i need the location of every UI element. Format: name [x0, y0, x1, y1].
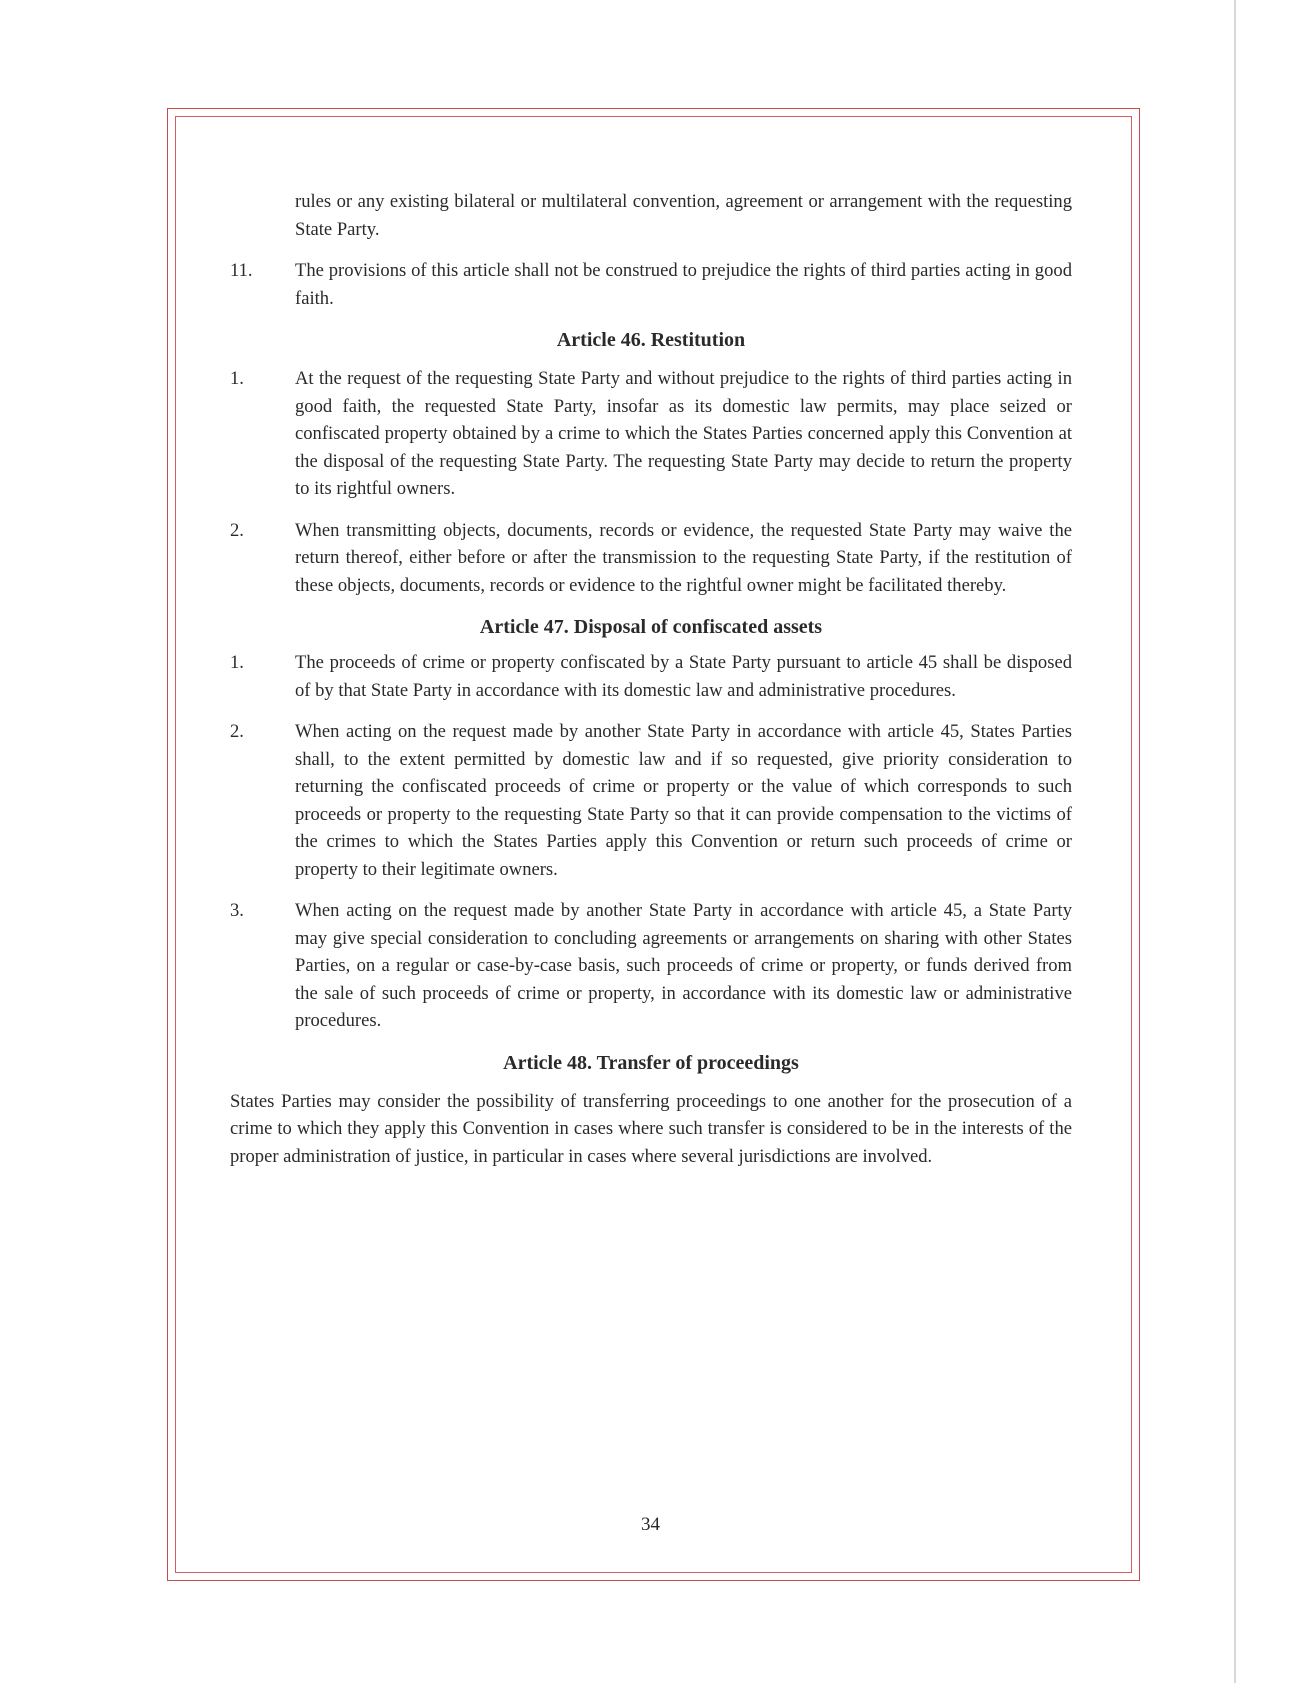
- article-47-item-1: [230, 649, 1072, 704]
- item-number: 3.: [230, 900, 244, 921]
- item-text: The provisions of this article shall not be construed to prejudice the rights of third parties acting in good faith.: [295, 260, 1072, 309]
- item-text: When transmitting objects, documents, records or evidence, the requested State Party may waive the return thereof, either before or after the transmission to the requesting State Party, if the restitution of these objects, documents, records or evidence to the rightful owner might be facilitated thereby.: [295, 519, 1072, 596]
- article-46-item-2: [230, 517, 1072, 600]
- article-47-heading: Article 47. Disposal of confiscated assets: [479, 616, 823, 638]
- article-47-item-3: [230, 897, 1072, 1035]
- item-number: 1.: [230, 652, 244, 673]
- document-body: [230, 188, 1072, 1170]
- continuation-paragraph: rules or any existing bilateral or multilateral convention, agreement or arrangement with the requesting State Party.: [295, 191, 1072, 240]
- article-47-item-2: [230, 718, 1072, 883]
- article-46-heading: Article 46. Restitution: [556, 329, 746, 351]
- item-text: When acting on the request made by another State Party in accordance with article 45, States Parties shall, to the extent permitted by domestic law and if so requested, give priority consideration to returning the confiscated proceeds of crime or property or the value of which corresponds to such proceeds or property to the requesting State Party so that it can provide compensation to the victims of the crimes to which the States Parties apply this Convention or return such proceeds of crime or property to their legitimate owners.: [295, 721, 1072, 880]
- item-text: At the request of the requesting State Party and without prejudice to the rights of third parties acting in good faith, the requested State Party, insofar as its domestic law permits, may place seized or confiscated property obtained by a crime to which the States Parties concerned apply this Convention at the disposal of the requesting State Party. The requesting State Party may decide to return the property to its rightful owners.: [295, 368, 1072, 499]
- item-text: The proceeds of crime or property confiscated by a State Party pursuant to article 45 shall be disposed of by that State Party in accordance with its domestic law and administrative procedures.: [295, 652, 1072, 701]
- item-number: 11.: [230, 260, 253, 281]
- item-number: 2.: [230, 721, 244, 742]
- article-45-item-11: [230, 257, 1072, 312]
- page-number: 34: [641, 1514, 660, 1535]
- item-number: 2.: [230, 519, 244, 541]
- article-46-item-1: [230, 365, 1072, 503]
- item-text: When acting on the request made by another State Party in accordance with article 45, a State Party may give special consideration to concluding agreements or arrangements on sharing with other States Parties, on a regular or case-by-case basis, such proceeds of crime or property, or funds derived from the sale of such proceeds of crime or property, in accordance with its domestic law or administrative procedures.: [295, 900, 1072, 1031]
- article-48-heading: Article 48. Transfer of proceedings: [503, 1051, 799, 1074]
- scan-edge-line: [1234, 0, 1236, 1683]
- item-number: 1.: [230, 368, 244, 389]
- article-48-paragraph: States Parties may consider the possibility of transferring proceedings to one another for the prosecution of a crime to which they apply this Convention in cases where such transfer is considered to be in the interests of the proper administration of justice, in particular in cases where several jurisdictions are involved.: [230, 1090, 1072, 1167]
